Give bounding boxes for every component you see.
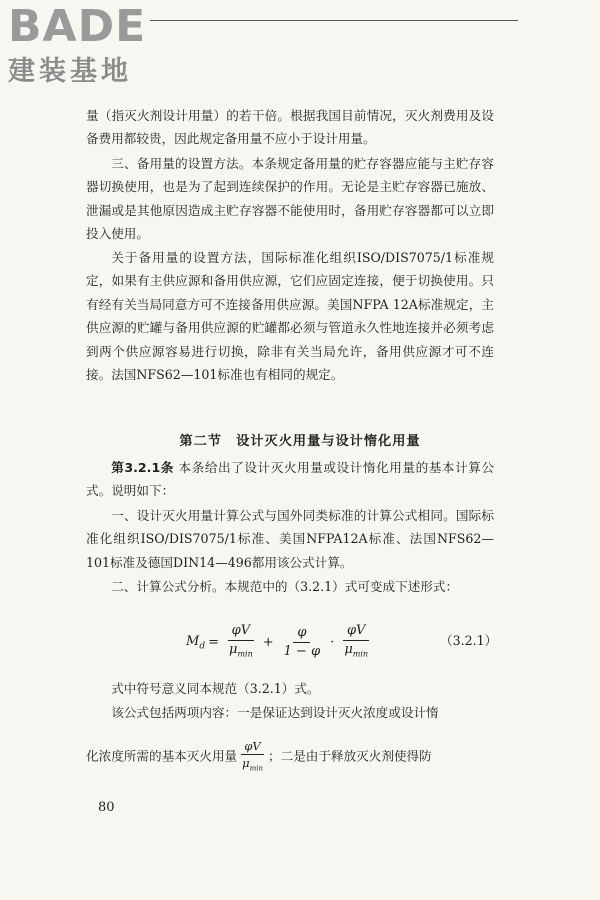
article-number: 第3.2.1条 (111, 460, 174, 475)
formula-3-2-1 (186, 622, 375, 664)
logo-subtitle: 建装基地 (8, 56, 132, 87)
formula-lhs: $M_d$ (186, 634, 206, 652)
logo-watermark (8, 1, 188, 88)
paragraph-continued: 量（指灭火剂设计用量）的若干倍。根据我国目前情况，灭火剂费用及设备费用都较贵，因此规定备用量不应小于设计用量。 (86, 108, 494, 147)
formula-dot: · (330, 635, 335, 651)
section-heading: 第二节 设计灭火用量与设计惰化用量 (179, 434, 421, 449)
logo-text: BADE (8, 1, 147, 52)
page-number: 80 (98, 800, 115, 815)
paragraph-iso-standard: 关于备用量的设置方法，国际标准化组织ISO/DIS7075/1标准规定，如果有主供应源和备用供应源，它们应固定连接，便于切换使用。只有经有关当局同意方可不连接备用供应源。美国NFPA 12A标准规定，主供应源的贮罐与备用供应源的贮罐都必须与管道永久性地连接并必须考虑到两个供应源容易进行切换，除非有关当局允许，备用供应源才可不连接。法国NFS62—101标准也有相同的规定。 (86, 250, 494, 383)
top-rule (150, 20, 518, 21)
paragraph-formula-same: 一、设计灭火用量计算公式与国外同类标准的计算公式相同。国际标准化组织ISO/DIS7075/1标准、美国NFPA12A标准、法国NFS62—101标准及德国DIN14—496都用该公式计算。 (86, 508, 494, 570)
paragraph-backup-method: 三、备用量的设置方法。本条规定备用量的贮存容器应能与主贮存容器切换使用，也是为了起到连续保护的作用。无论是主贮存容器已施放、泄漏或是其他原因造成主贮存容器不能使用时，备用贮存容器都可以立即投入使用。 (86, 156, 494, 242)
formula-fraction-2: $\frac{\varphi}{1 - \varphi}$ (283, 625, 321, 660)
formula-fraction-1: $\frac{\varphi V}{\mu_{min}}$ (228, 623, 253, 659)
inline-fraction: $\frac{\varphi V}{\mu_{min}}$ (242, 739, 263, 773)
equation-number: （3.2.1） (440, 633, 498, 648)
formula-equals: = (208, 635, 219, 651)
paragraph-article-3-2-1 (86, 456, 494, 503)
paragraph-symbols: 式中符号意义同本规范（3.2.1）式。 (111, 681, 320, 696)
paragraph-two-items: 该公式包括两项内容：一是保证达到设计灭火浓度或设计惰 (111, 705, 439, 720)
paragraph-formula-analysis: 二、计算公式分析。本规范中的（3.2.1）式可变成下述形式： (111, 579, 459, 594)
paragraph-base-amount: 化浓度所需的基本灭火用量 $\frac{\varphi V}{\mu_{min}}$ ；二是由于释放灭火剂使得防 (86, 738, 494, 776)
formula-fraction-3: $\frac{\varphi V}{\mu_{min}}$ (344, 623, 369, 659)
formula-plus: + (262, 635, 274, 651)
article-text: 本条给出了设计灭火用量或设计惰化用量的基本计算公式。说明如下： (86, 460, 495, 499)
